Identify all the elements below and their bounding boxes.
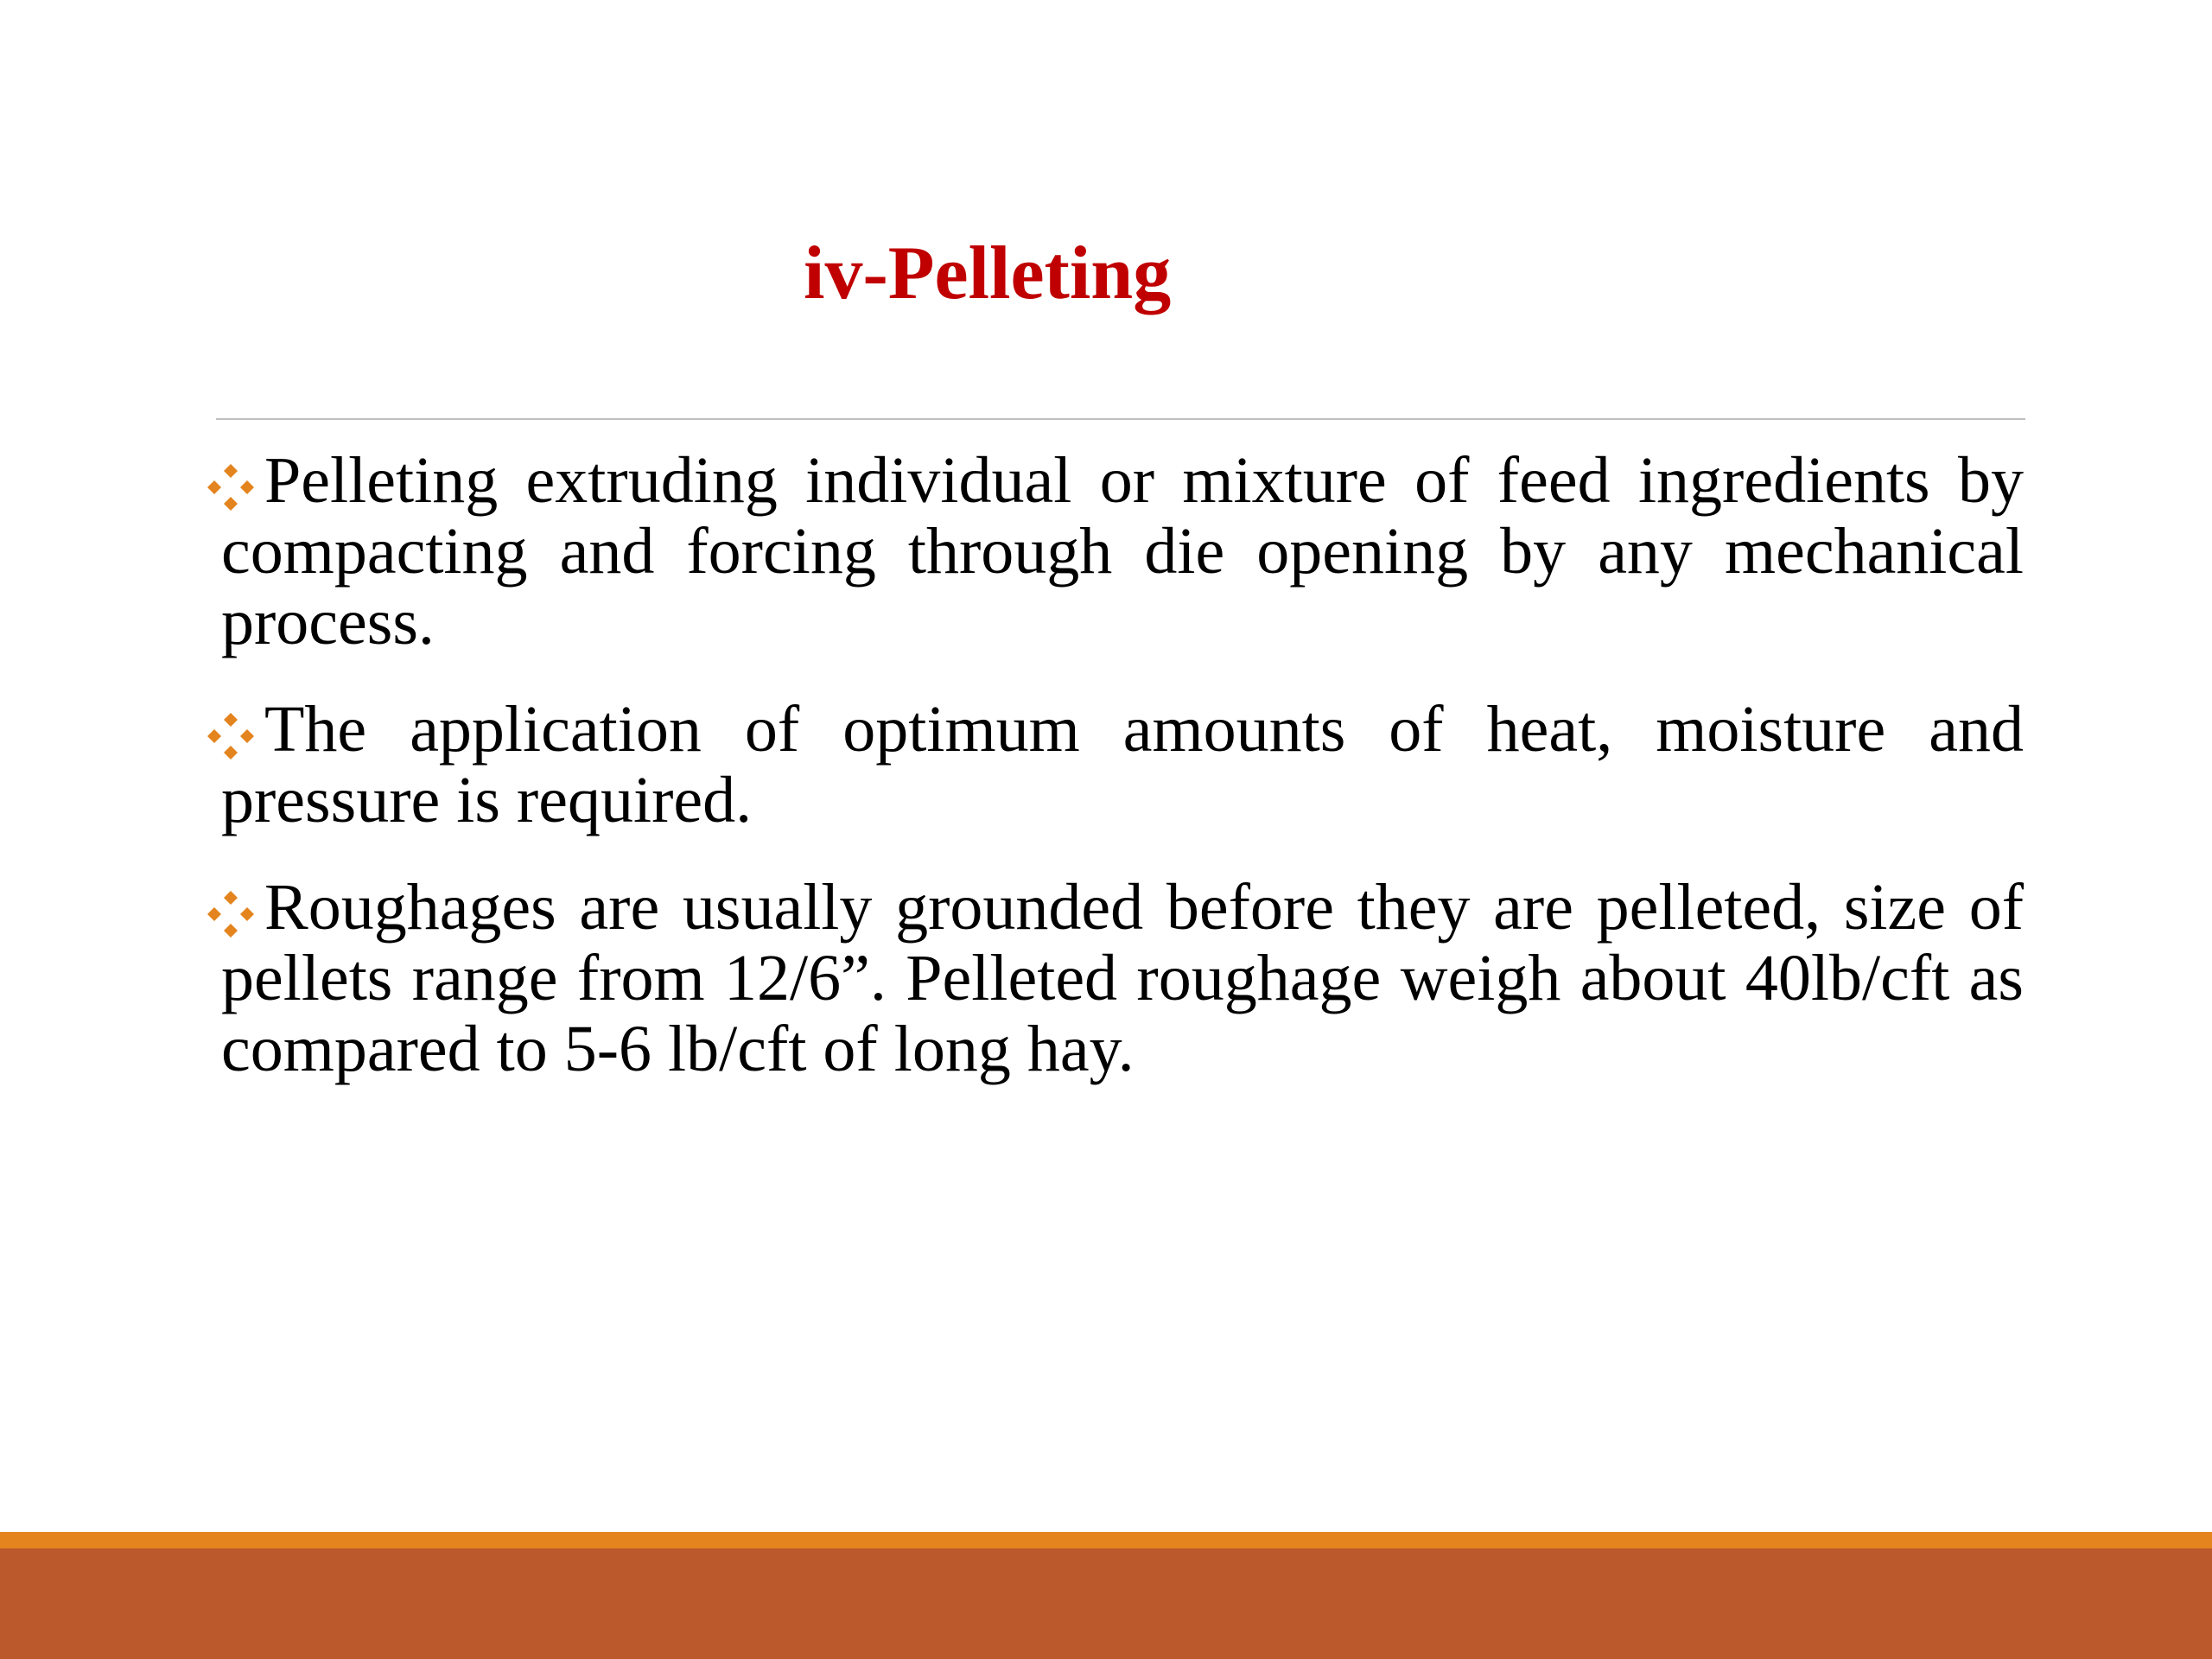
slide-title: iv-Pelleting bbox=[804, 232, 1172, 315]
footer-band bbox=[0, 1548, 2212, 1659]
title-divider bbox=[216, 418, 2025, 420]
orange-diamond-bullet-icon bbox=[204, 709, 257, 763]
bullet-text: The application of optimum amounts of heat, moisture and pressure is required. bbox=[221, 693, 2024, 836]
bullet-text: Roughages are usually grounded before they are pelleted, size of pellets range from 12/6”. Pelleted roughage weigh about 40lb/cft as compared to 5-6 lb/cft of long hay. bbox=[221, 871, 2024, 1085]
bullet-item bbox=[221, 445, 2024, 658]
orange-diamond-bullet-icon bbox=[204, 887, 257, 941]
footer-accent-stripe bbox=[0, 1532, 2212, 1548]
bullet-text: Pelleting extruding individual or mixture of feed ingredients by compacting and forcing through die opening by any mechanical process. bbox=[221, 444, 2024, 658]
bullet-item bbox=[221, 872, 2024, 1084]
bullet-list bbox=[221, 445, 2024, 1084]
bullet-item bbox=[221, 694, 2024, 836]
orange-diamond-bullet-icon bbox=[204, 461, 257, 514]
